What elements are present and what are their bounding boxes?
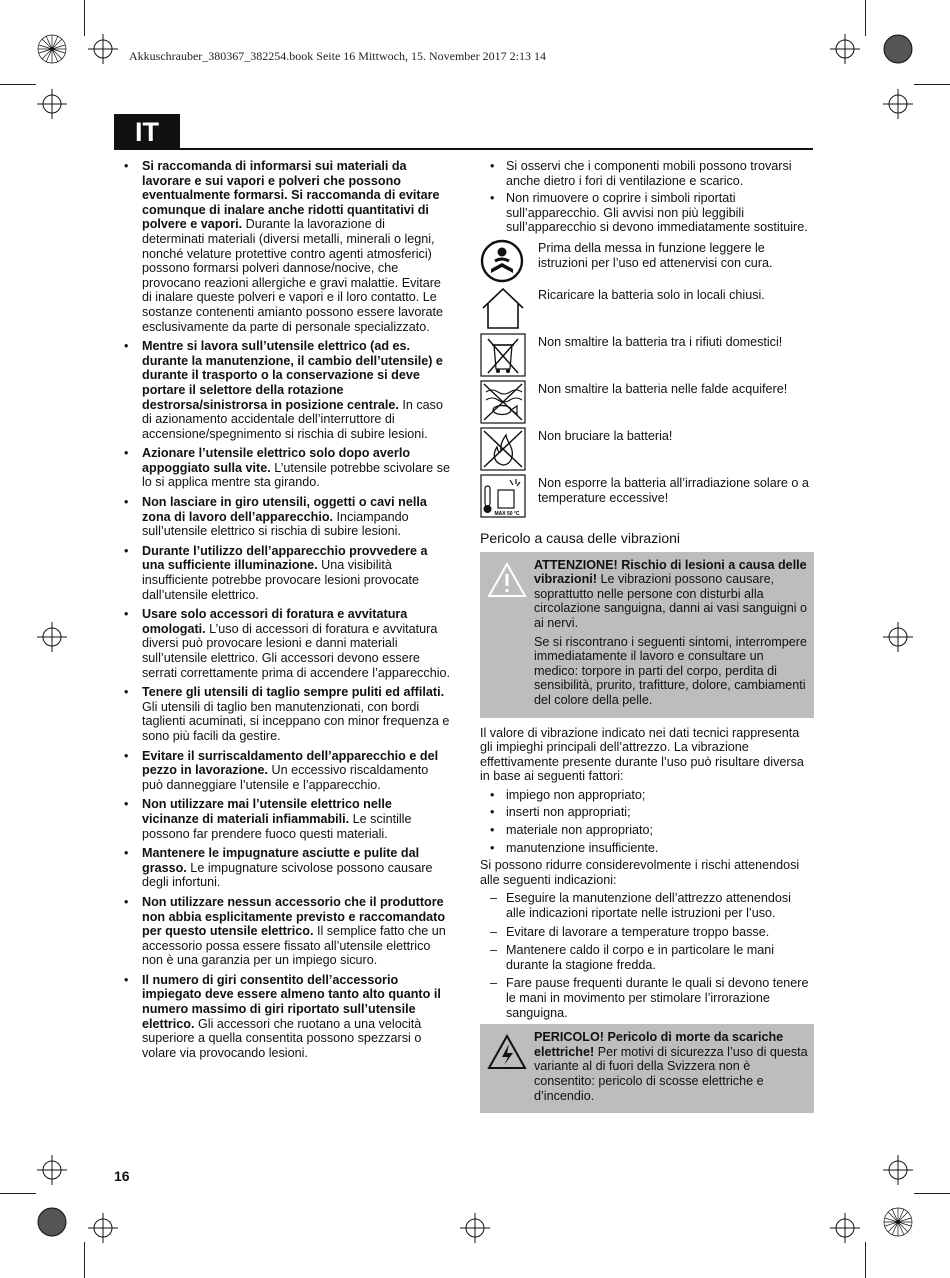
item-body: L’uso di accessori di foratura e avvitatura diversi può provocare lesioni e danni materiali sull’utensile elettrico. Gli accessori devono essere serrati correttamente prima di accendere l’apparecchio. xyxy=(142,621,450,680)
symbol-text: Non bruciare la batteria! xyxy=(538,428,673,443)
safety-list xyxy=(118,159,450,1060)
item-heading: Usare solo accessori di foratura e avvitatura omologati. xyxy=(142,607,408,636)
symbol-row xyxy=(480,380,814,427)
no-fire-icon xyxy=(480,427,526,471)
item-body: Durante la lavorazione di determinati materiali (diversi metalli, minerali o legni, nonché velature protettive contro agenti atmosferici) possono formarsi polveri dannose/nocive, che provocano reazioni allergiche e gravi malattie. Evitare di inalare queste polveri e vapori e il loro contatto. Le sostanze contenenti amianto possono essere lavorate esclusivamente da parte di personale specializzato. xyxy=(142,217,444,334)
symbol-row xyxy=(480,474,814,521)
list-item xyxy=(118,339,450,441)
item-body: Il semplice fatto che un accessorio possa essere fissato all’utensile elettrico non è una garanzia per un impiego sicuro. xyxy=(142,924,446,968)
right-column xyxy=(480,159,814,1121)
item-body: In caso di azionamento accidentale dell’interruttore di accensione/spegnimento si rischia di subire lesioni. xyxy=(142,397,443,441)
item-body: Gli accessori che ruotano a una velocità superiore a quella consentita possono spezzarsi o volare via provocando lesioni. xyxy=(142,1016,422,1060)
warning-body: Per motivi di sicurezza l’uso di questa variante al di fuori della Svizzera non è consentito: pericolo di scosse elettriche e d’incendio. xyxy=(534,1044,808,1103)
warning-box-vibration xyxy=(480,552,814,718)
list-item: • Non rimuovere o coprire i simboli riportati sull’apparecchio. Gli avvisi non più leggibili sull’apparecchio si devono immediatamente sostituire. xyxy=(480,191,814,235)
item-heading: Tenere gli utensili di taglio sempre puliti ed affilati. xyxy=(142,685,445,700)
language-tab: IT xyxy=(114,114,180,150)
warning-body: Le vibrazioni possono causare, soprattutto nelle persone con disturbi alla circolazione sanguigna, danni ai vasi sanguigni o ai nervi. xyxy=(534,572,808,630)
measure-list xyxy=(480,891,814,1020)
no-water-icon xyxy=(480,380,526,424)
item-heading: Mantenere le impugnature asciutte e pulite dal grasso. xyxy=(142,846,420,875)
list-item xyxy=(118,846,450,890)
paragraph: Si possono ridurre considerevolmente i rischi attenendosi alle seguenti indicazioni: xyxy=(480,858,800,887)
item-body: Gli utensili di taglio ben manutenzionati, con bordi taglienti acuminati, si inceppano con minor frequenza e sono più facili da gestire. xyxy=(142,699,450,743)
symbol-text: Prima della messa in funzione leggere le istruzioni per l’uso ed attenervisi con cura. xyxy=(538,240,773,270)
symbol-row xyxy=(480,239,814,286)
item-heading: Non utilizzare mai l’utensile elettrico nelle vicinanze di materiali infiammabili. xyxy=(142,797,392,826)
item-body: Un eccessivo riscaldamento può danneggiare l’utensile e l’apparecchio. xyxy=(142,763,429,792)
intro-bullets xyxy=(480,159,814,235)
item-heading: Evitare il surriscaldamento dell’apparecchio e del pezzo in lavorazione. xyxy=(142,748,439,778)
left-column xyxy=(118,159,450,1065)
factor-list xyxy=(480,788,814,855)
item-body: Le impugnature scivolose possono causare degli infortuni. xyxy=(142,860,433,890)
temperature-label: MAX 50 °C xyxy=(494,510,520,517)
list-item xyxy=(118,446,450,490)
warning-box-electric xyxy=(480,1024,814,1113)
item-heading: Si raccomanda di informarsi sui materiali da lavorare e sui vapori e polveri che possono eventualmente formarsi. Si raccomanda di evitare comunque di inalare anche ridotti quantitativi di polvere e vapori. xyxy=(142,159,440,232)
symbol-text: Non smaltire la batteria tra i rifiuti domestici! xyxy=(538,334,783,349)
warning-heading: ATTENZIONE! Rischio di lesioni a causa delle vibrazioni! xyxy=(534,557,807,587)
item-heading: Non lasciare in giro utensili, oggetti o cavi nella zona di lavoro dell’apparecchio. xyxy=(142,495,427,524)
list-item: – Mantenere caldo il corpo e in particolare le mani durante la stagione fredda. xyxy=(480,943,814,972)
list-item: • materiale non appropriato; xyxy=(480,823,814,838)
symbol-text: Non esporre la batteria all’irradiazione solare o a temperature eccessive! xyxy=(538,475,809,505)
list-item xyxy=(118,495,450,539)
list-item xyxy=(118,797,450,841)
list-item: • manutenzione insufficiente. xyxy=(480,841,814,856)
list-item xyxy=(118,895,450,968)
list-item xyxy=(118,749,450,793)
crossed-bin-icon xyxy=(480,333,526,377)
list-item xyxy=(118,607,450,680)
symbol-row xyxy=(480,286,814,333)
symbol-legend xyxy=(480,239,814,521)
list-item: • Si osservi che i componenti mobili possono trovarsi anche dietro i fori di ventilazione e scarico. xyxy=(480,159,814,188)
section-title: Pericolo a causa delle vibrazioni xyxy=(480,529,680,546)
item-heading: Il numero di giri consentito dell’accessorio impiegato deve essere almeno tanto alto quanto il numero massimo di giri riportato sull’utensile elettrico. xyxy=(142,972,441,1031)
house-icon xyxy=(480,286,526,330)
page-number: 16 xyxy=(114,1168,130,1184)
warning-text xyxy=(534,1030,808,1107)
read-manual-icon xyxy=(480,239,526,283)
item-body: L’utensile potrebbe scivolare se lo si applica mentre sta girando. xyxy=(142,460,450,490)
paragraph: Il valore di vibrazione indicato nei dati tecnici rappresenta gli impieghi principali dell’attrezzo. La vibrazione effettivamente presente durante l’uso può risultare diversa in base ai seguenti fattori: xyxy=(480,725,804,784)
warning-triangle-icon xyxy=(480,558,534,712)
symbol-row xyxy=(480,333,814,380)
list-item: • impiego non appropriato; xyxy=(480,788,814,803)
list-item: – Fare pause frequenti durante le quali si devono tenere le mani in movimento per stimolare l’irrorazione sanguigna. xyxy=(480,976,814,1020)
temperature-sun-icon xyxy=(480,474,526,518)
item-body: Una visibilità insufficiente potrebbe provocare lesioni provocate dall’utensile elettrico. xyxy=(142,558,420,602)
warning-heading: PERICOLO! Pericolo di morte da scariche elettriche! xyxy=(534,1030,784,1059)
item-heading: Non utilizzare nessun accessorio che il produttore non abbia esplicitamente previsto e raccomandato per questo utensile elettrico. xyxy=(142,894,446,939)
header-rule xyxy=(114,148,813,150)
warning-body: Se si riscontrano i seguenti sintomi, interrompere immediatamente il lavoro e consultare un medico: torpore in parti del corpo, perdita di sensibilità, prurito, trafitture, dolore, cambiamenti del colore della pelle. xyxy=(534,634,807,707)
electric-warning-icon xyxy=(480,1030,534,1107)
list-item xyxy=(118,544,450,602)
item-body: Le scintille possono far prendere fuoco questi materiali. xyxy=(142,811,412,841)
item-body: Inciampando sull’utensile elettrico si rischia di subire lesioni. xyxy=(142,509,409,539)
print-header: Akkuschrauber_380367_382254.book Seite 16 Mittwoch, 15. November 2017 2:13 14 xyxy=(129,49,546,63)
list-item xyxy=(118,973,450,1061)
symbol-text: Ricaricare la batteria solo in locali chiusi. xyxy=(538,287,765,302)
symbol-row xyxy=(480,427,814,474)
list-item: – Eseguire la manutenzione dell’attrezzo attenendosi alle indicazioni riportate nelle istruzioni per l’uso. xyxy=(480,891,814,920)
item-heading: Durante l’utilizzo dell’apparecchio provvedere a una sufficiente illuminazione. xyxy=(142,543,428,573)
list-item: – Evitare di lavorare a temperature troppo basse. xyxy=(480,925,814,940)
symbol-text: Non smaltire la batteria nelle falde acquifere! xyxy=(538,381,788,396)
warning-text xyxy=(534,558,808,712)
item-heading: Azionare l’utensile elettrico solo dopo averlo appoggiato sulla vite. xyxy=(142,446,411,475)
item-heading: Mentre si lavora sull’utensile elettrico (ad es. durante la manutenzione, il cambio dell’utensile) e durante il trasporto o la conservazione si deve portare il selettore della rotazione destrorsa/sinistrorsa in posizione centrale. xyxy=(142,339,443,412)
list-item xyxy=(118,159,450,334)
list-item: • inserti non appropriati; xyxy=(480,805,814,820)
list-item xyxy=(118,685,450,743)
